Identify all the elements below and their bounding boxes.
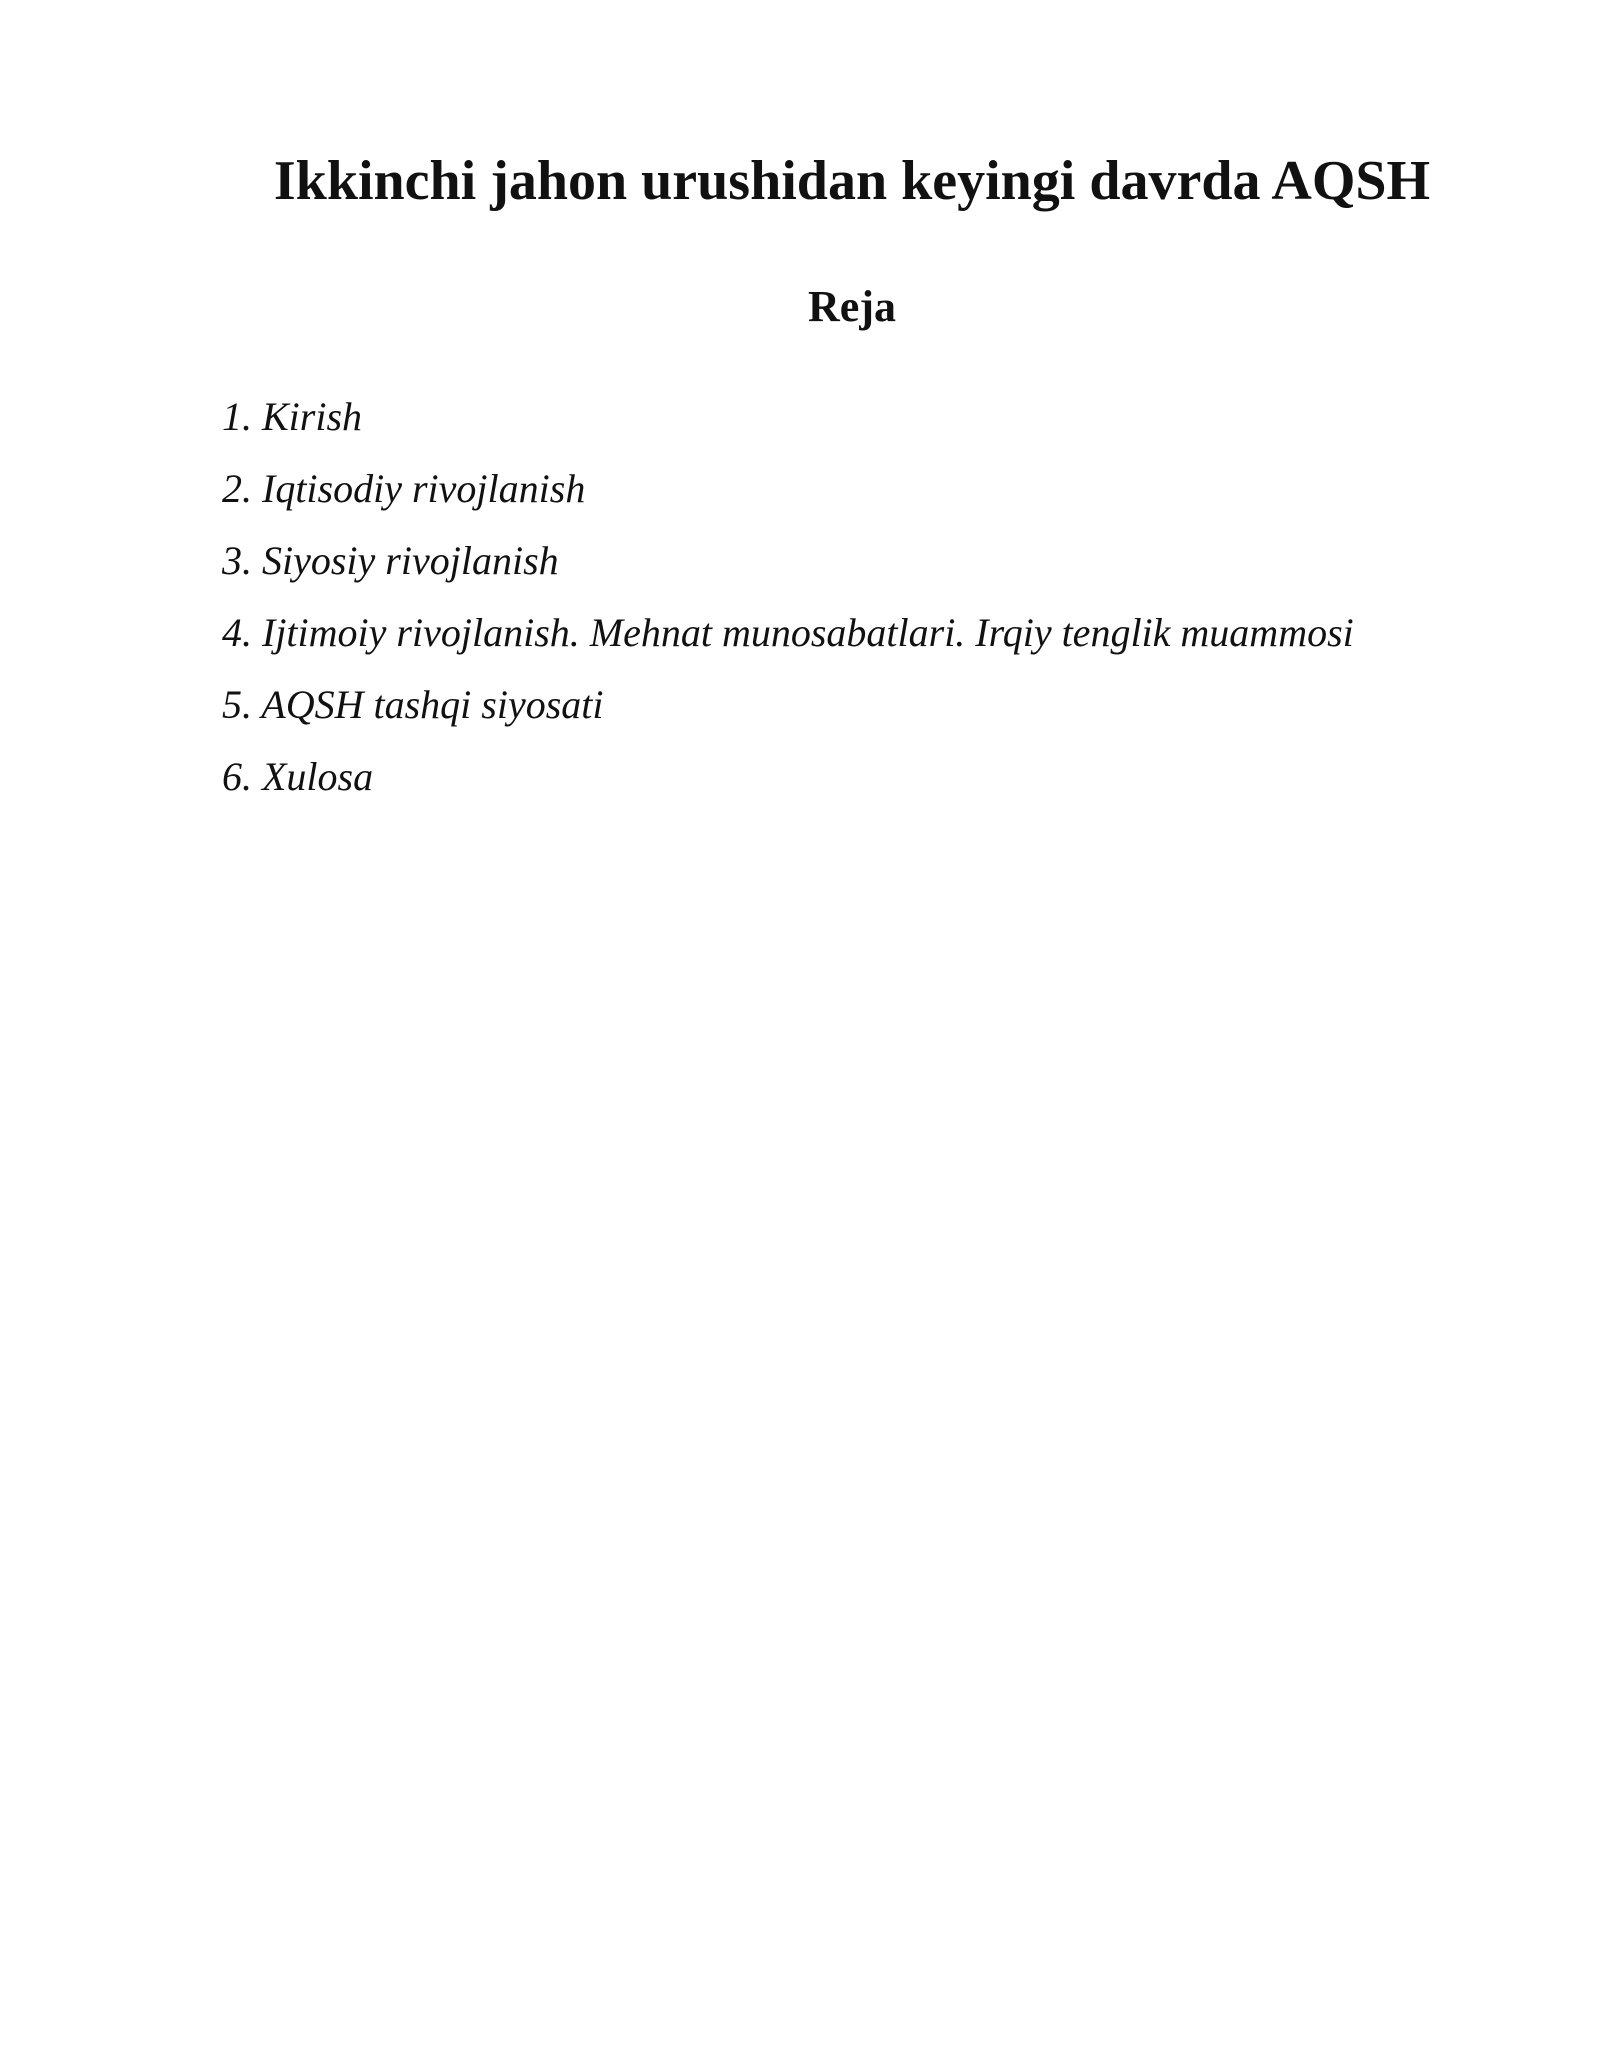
plan-list [222, 392, 1472, 824]
plan-item-1: 1. Kirish [222, 394, 363, 439]
plan-item-5: 5. AQSH tashqi siyosati [222, 682, 604, 727]
document-title: Ikkinchi jahon urushidan keyingi davrda AQSH [273, 150, 1431, 212]
plan-item-4: 4. Ijtimoiy rivojlanish. Mehnat munosabatlari. Irqiy tenglik muammosi [222, 610, 1354, 655]
plan-heading: Reja [808, 282, 896, 331]
plan-item-6: 6. Xulosa [222, 754, 374, 799]
plan-item-3: 3. Siyosiy rivojlanish [222, 538, 559, 583]
plan-item-2: 2. Iqtisodiy rivojlanish [222, 466, 586, 511]
